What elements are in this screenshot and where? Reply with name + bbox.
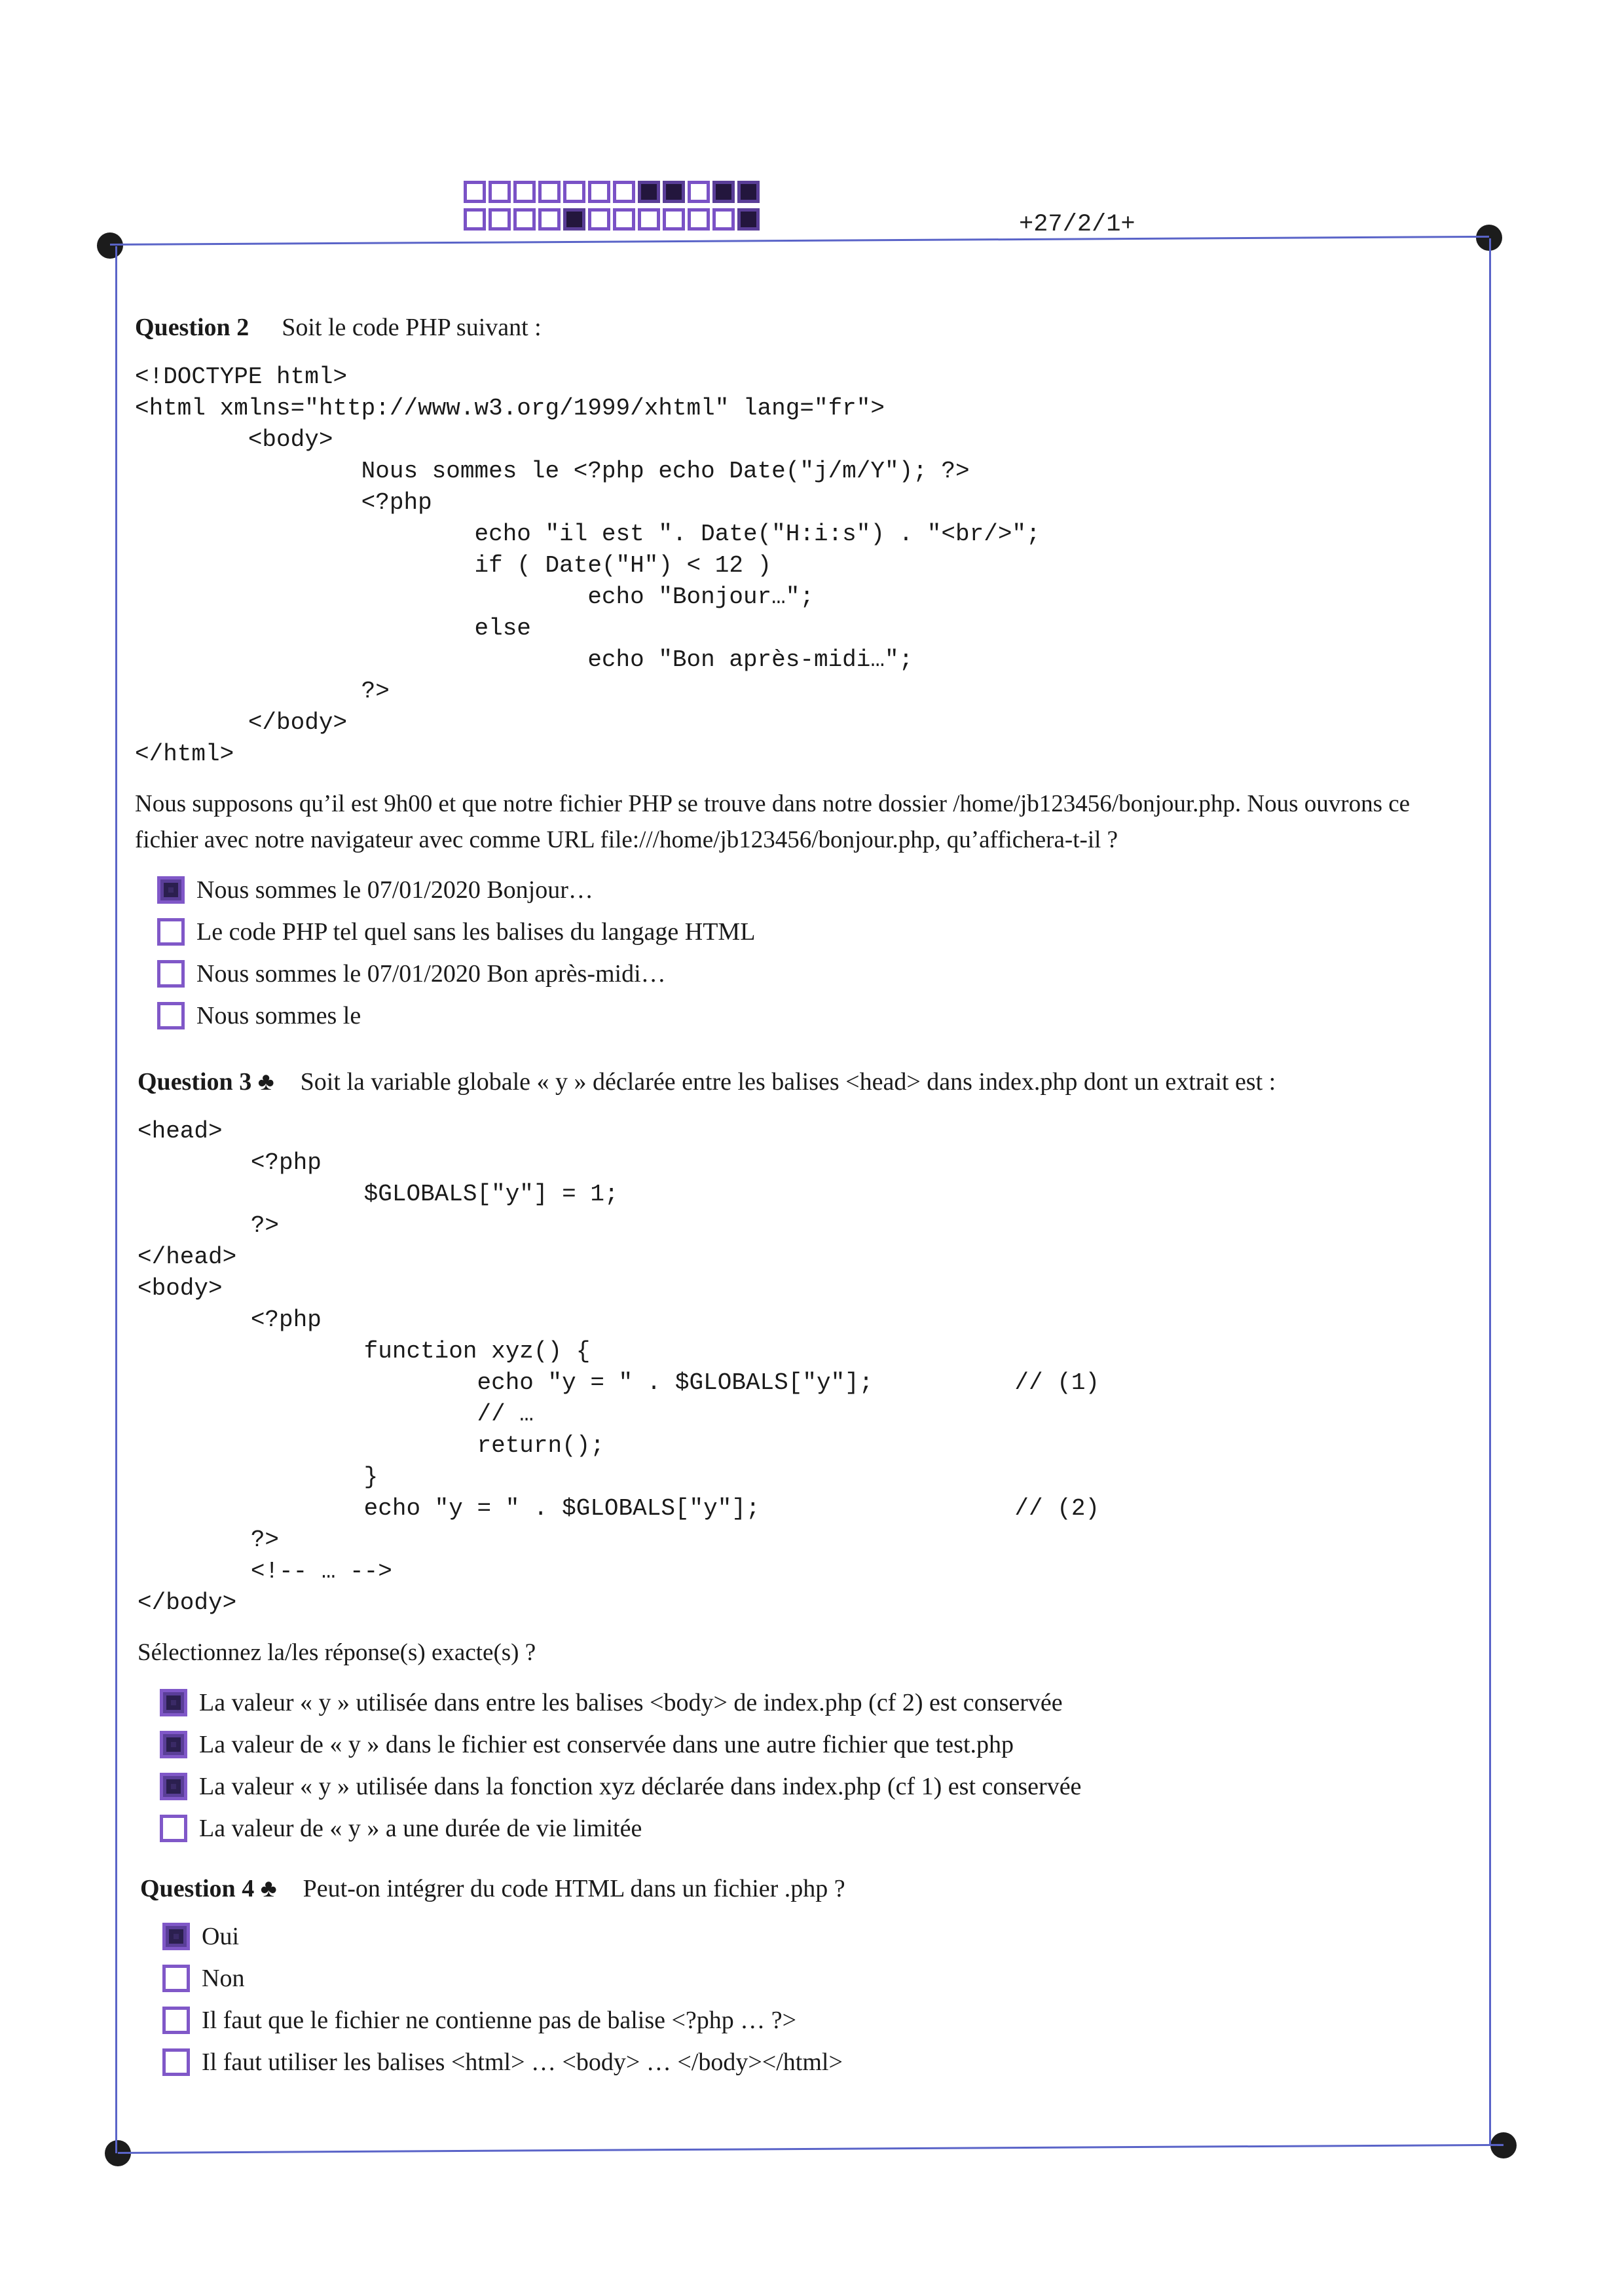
question-prompt: Soit le code PHP suivant :: [282, 314, 542, 341]
question-title: [138, 1067, 1473, 1096]
id-cell: [588, 181, 610, 203]
answer-option[interactable]: [157, 914, 1477, 950]
id-cell: [638, 208, 660, 231]
answer-options: [138, 1685, 1473, 1846]
id-cell: [563, 208, 585, 231]
answer-label: Le code PHP tel quel sans les balises du langage HTML: [196, 918, 756, 946]
checkbox[interactable]: [162, 1923, 190, 1950]
answer-label: Il faut utiliser les balises <html> … <body> … </body></html>: [202, 2048, 843, 2076]
id-cell: [663, 181, 685, 203]
question-label: Question 2: [135, 314, 249, 341]
question-prompt: Peut-on intégrer du code HTML dans un fichier .php ?: [303, 1875, 845, 1902]
answer-options: [140, 1919, 1476, 2080]
frame-top: [110, 236, 1489, 246]
checkbox[interactable]: [160, 1689, 187, 1716]
answer-option[interactable]: [160, 1685, 1473, 1720]
answer-option[interactable]: [157, 956, 1477, 991]
code-block: <head> <?php $GLOBALS["y"] = 1; ?> </head> <body> <?php function xyz() { echo "y = " . $GLOBALS["y"]; // (1) // … return(); } echo "y = " . $GLOBALS["y"]; // (2) ?> <!-- … --> </body>: [138, 1118, 1100, 1616]
answer-label: Nous sommes le 07/01/2020 Bonjour…: [196, 876, 593, 904]
answer-option[interactable]: [160, 1727, 1473, 1762]
checkbox[interactable]: [162, 2048, 190, 2076]
answer-option[interactable]: [162, 2003, 1476, 2038]
answer-label: La valeur de « y » a une durée de vie limitée: [199, 1815, 642, 1842]
code-block: <!DOCTYPE html> <html xmlns="http://www.w3.org/1999/xhtml" lang="fr"> <body> Nous sommes le <?php echo Date("j/m/Y"); ?> <?php echo "il est ". Date("H:i:s") . "<br/>"; if ( Date("H") < 12 ) echo "Bonjour…"; else echo "Bon après-midi…"; ?> </body> </html>: [135, 363, 1041, 768]
checkbox[interactable]: [162, 1965, 190, 1992]
question-2: [135, 313, 1477, 1033]
id-cell: [688, 208, 710, 231]
question-title: [135, 313, 1477, 342]
id-cell: [588, 208, 610, 231]
frame-right: [1489, 238, 1491, 2145]
id-cell: [538, 181, 561, 203]
answer-label: Il faut que le fichier ne contienne pas de balise <?php … ?>: [202, 2007, 797, 2034]
answer-option[interactable]: [162, 1961, 1476, 1996]
id-cell: [513, 181, 536, 203]
answer-option[interactable]: [162, 1919, 1476, 1954]
id-row-2: [464, 208, 762, 231]
answer-option[interactable]: [160, 1769, 1473, 1804]
checkbox[interactable]: [157, 1002, 185, 1029]
checkbox[interactable]: [157, 876, 185, 904]
question-title: [140, 1874, 1476, 1903]
id-cell: [712, 208, 735, 231]
checkbox[interactable]: [157, 960, 185, 988]
id-cell: [638, 181, 660, 203]
id-cell: [688, 181, 710, 203]
frame-left: [115, 246, 117, 2153]
answer-option[interactable]: [157, 872, 1477, 908]
id-cell: [737, 181, 760, 203]
id-cell: [613, 181, 635, 203]
id-cell: [513, 208, 536, 231]
answer-label: La valeur « y » utilisée dans entre les balises <body> de index.php (cf 2) est conservée: [199, 1689, 1063, 1716]
checkbox[interactable]: [162, 2007, 190, 2034]
answer-label: Oui: [202, 1923, 239, 1950]
id-cell: [737, 208, 760, 231]
checkbox[interactable]: [157, 918, 185, 946]
question-text: Sélectionnez la/les réponse(s) exacte(s) ?: [138, 1639, 536, 1666]
answer-option[interactable]: [162, 2045, 1476, 2080]
checkbox[interactable]: [160, 1773, 187, 1800]
id-cell: [663, 208, 685, 231]
sheet-id-grid: [464, 181, 762, 231]
question-label: Question 3 ♣: [138, 1068, 274, 1096]
id-cell: [538, 208, 561, 231]
question-prompt: Soit la variable globale « y » déclarée entre les balises <head> dans index.php dont un extrait est :: [300, 1068, 1276, 1096]
frame-bottom: [118, 2144, 1504, 2154]
answer-label: La valeur de « y » dans le fichier est conservée dans une autre fichier que test.php: [199, 1731, 1014, 1758]
answer-option[interactable]: [157, 998, 1477, 1033]
checkbox[interactable]: [160, 1815, 187, 1842]
question-4: [140, 1874, 1476, 2080]
answer-label: Nous sommes le: [196, 1002, 361, 1029]
question-3: [138, 1067, 1473, 1846]
checkbox[interactable]: [160, 1731, 187, 1758]
answer-options: [135, 872, 1477, 1033]
id-cell: [489, 181, 511, 203]
answer-label: Non: [202, 1965, 245, 1992]
answer-option[interactable]: [160, 1811, 1473, 1846]
question-label: Question 4 ♣: [140, 1875, 277, 1902]
answer-label: Nous sommes le 07/01/2020 Bon après-midi…: [196, 960, 666, 988]
question-text: Nous supposons qu’il est 9h00 et que notre fichier PHP se trouve dans notre dossier /home/jb123456/bonjour.php. Nous ouvrons ce fichier avec notre navigateur avec comme URL file:///home/jb123456/bonjour.php, qu’affichera-t-il ?: [135, 790, 1411, 853]
id-cell: [464, 208, 486, 231]
id-row-1: [464, 181, 762, 203]
id-cell: [563, 181, 585, 203]
id-cell: [489, 208, 511, 231]
id-cell: [613, 208, 635, 231]
answer-label: La valeur « y » utilisée dans la fonction xyz déclarée dans index.php (cf 1) est conservée: [199, 1773, 1082, 1800]
id-cell: [712, 181, 735, 203]
id-cell: [464, 181, 486, 203]
sheet-code: +27/2/1+: [1019, 211, 1135, 238]
